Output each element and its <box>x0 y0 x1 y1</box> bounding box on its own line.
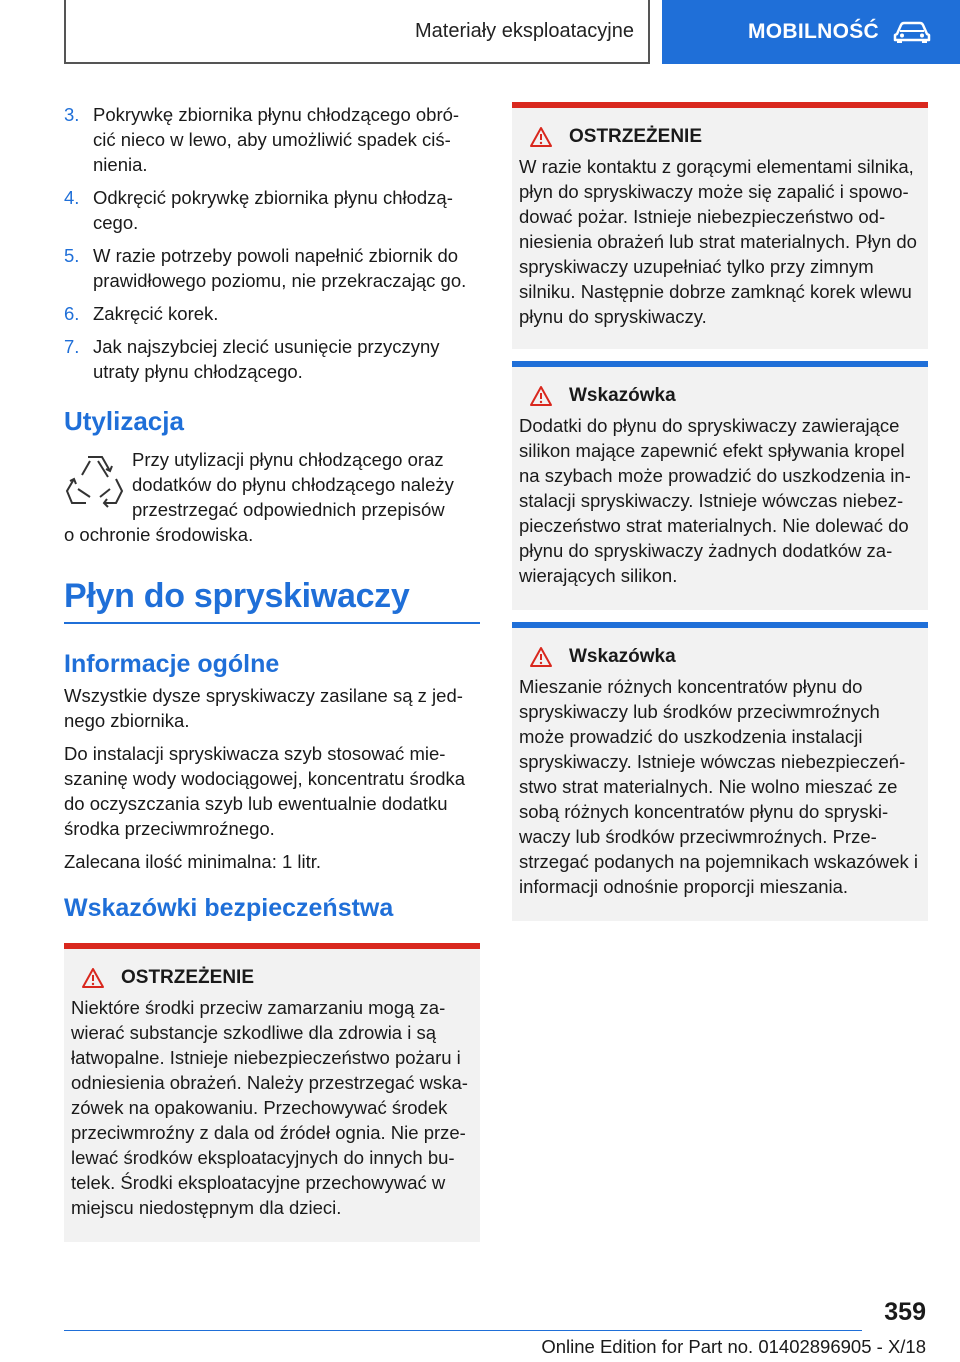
right-column <box>512 102 928 933</box>
warning-text: Niektóre środki przeciw zamarzaniu mogą za- wierać substancje szkodliwe dla zdrowia i są łatwopalne. Istnieje niebezpieczeństwo pożaru i odniesienia obrażeń. Należy przestrzegać wska- zówek na opakowaniu. Przechowywać środek przeciwmroźny z dala od źródeł ognia. Nie prze- lewać środków eksploatacyjnych do innych bu- telek. Środki eksploatacyjne przechowywać w miejscu niedostępnym dla dzieci. <box>71 997 468 1218</box>
safety-heading: Wskazówki bezpieczeństwa <box>64 894 394 922</box>
paragraph: Zalecana ilość minimalna: 1 litr. <box>64 851 322 872</box>
disposal-text: Przy utylizacji płynu chłodzącego oraz dodatków do płynu chłodzącego należy przestrzegać odpowiednich przepisów <box>132 449 454 520</box>
hint-box <box>512 361 928 610</box>
step-7: 7. Jak najszybciej zlecić usunięcie przyczyny utraty płynu chłodzącego. <box>64 336 440 382</box>
chapter-tab[interactable] <box>662 0 960 64</box>
chapter-title: MOBILNOŚĆ <box>748 20 880 43</box>
warning-triangle-icon <box>81 967 105 989</box>
step-6: 6. Zakręcić korek. <box>64 303 219 324</box>
warning-text: W razie kontaktu z gorącymi elementami silnika, płyn do spryskiwaczy może się zapalić i spowo- dować pożar. Istnieje niebezpieczeństwo od- niesienia obrażeń lub strat materialnych. Płyn do spryskiwaczy uzupełniać tylko przy zimnym silniku. Następnie dobrze zamknąć korek wlewu płynu do spryskiwaczy. <box>519 156 917 327</box>
step-3: 3. Pokrywkę zbiornika płynu chłodzącego obró- cić nieco w lewo, aby umożliwić spadek ciś- nienia. <box>64 104 460 175</box>
hint-text: Mieszanie różnych koncentratów płynu do spryskiwaczy lub środków przeciwmroźnych może prowadzić do uszkodzenia instalacji spryskiwaczy. Istnieje wówczas niebezpieczeń- stwo strat materialnych. Nie wolno mieszać ze sobą różnych koncentratów płynu do spryski- waczy lub środków przeciwmroźnych. Prze- strzegać podanych na pojemnikach wskazówek i informacji odnośnie proporcji mieszania. <box>519 676 918 897</box>
hint-title: Wskazówka <box>519 385 921 407</box>
section-header <box>64 0 650 64</box>
recycle-icon <box>64 449 126 511</box>
hint-title: Wskazówka <box>519 646 921 668</box>
warning-title: OSTRZEŻENIE <box>519 126 921 148</box>
step-4: 4. Odkręcić pokrywkę zbiornika płynu chłodzą- cego. <box>64 187 453 233</box>
warning-box <box>512 102 928 349</box>
page-number: 359 <box>884 1298 926 1326</box>
hint-box <box>512 622 928 921</box>
warning-triangle-icon <box>529 126 553 148</box>
warning-title: OSTRZEŻENIE <box>71 967 473 989</box>
left-column <box>64 102 480 1254</box>
warning-box <box>64 943 480 1242</box>
warning-triangle-icon <box>529 646 553 668</box>
warning-triangle-icon <box>529 385 553 407</box>
general-info-heading: Informacje ogólne <box>64 650 280 678</box>
disposal-note <box>64 447 480 522</box>
paragraph: Do instalacji spryskiwacza szyb stosować mie- szaninę wody wodociągowej, koncentratu środka do oczyszczania szyb lub ewentualnie dodatku środka przeciwmroźnego. <box>64 743 466 839</box>
step-5: 5. W razie potrzeby powoli napełnić zbiornik do prawidłowego poziomu, nie przekraczając go. <box>64 245 467 291</box>
disposal-heading: Utylizacja <box>64 406 184 436</box>
disposal-text-tail: o ochronie środowiska. <box>64 524 254 545</box>
paragraph: Wszystkie dysze spryskiwaczy zasilane są z jed- nego zbiornika. <box>64 685 463 731</box>
hint-text: Dodatki do płynu do spryskiwaczy zawierające silikon mające zapewnić efekt spływania kropel na szybach może prowadzić do uszkodzenia in- stalacji spryskiwaczy. Istnieje wówczas niebez- pieczeństwo strat materialnych. Nie dolewać do płynu do spryskiwaczy żadnych dodatków za- wierających silikon. <box>519 415 911 586</box>
car-icon <box>893 21 931 43</box>
washer-title: Płyn do spryskiwaczy <box>64 577 480 624</box>
section-title: Materiały eksploatacyjne <box>415 19 634 42</box>
footer-divider <box>64 1330 862 1331</box>
footer-text: Online Edition for Part no. 01402896905 - X/18 <box>541 1336 926 1357</box>
